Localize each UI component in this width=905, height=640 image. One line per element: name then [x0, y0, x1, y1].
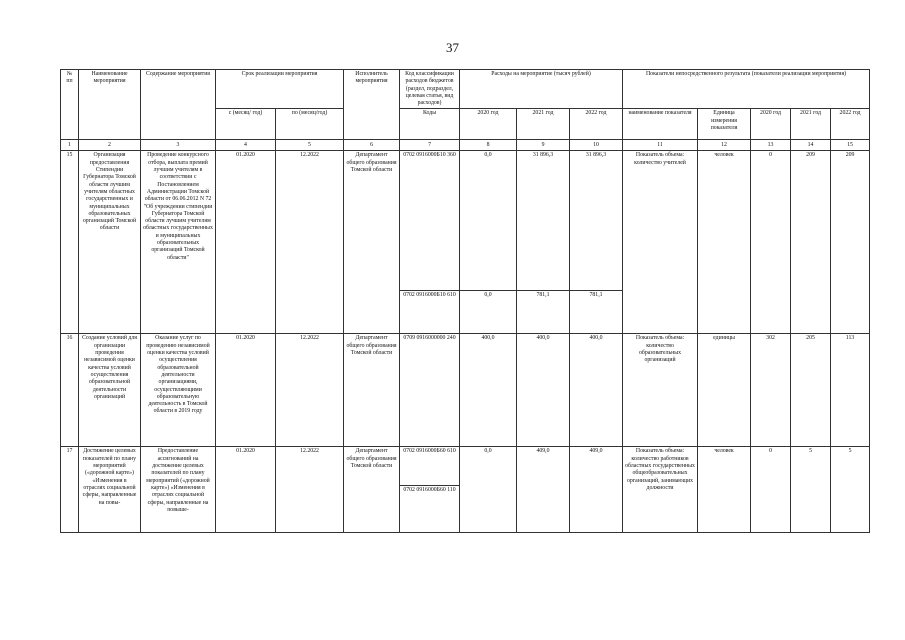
budget-code: 0702 0916000Б10 610 — [400, 291, 460, 334]
header-name: Наименование мероприятия — [79, 70, 141, 140]
term-from: 01.2020 — [216, 334, 276, 447]
document-sheet — [60, 69, 869, 567]
header-indicator-name: наименование показателя — [623, 109, 698, 140]
header-term: Срок реализации мероприятия — [216, 70, 344, 109]
row-number: 16 — [61, 334, 79, 447]
expense-2020: 0,0 — [460, 291, 517, 334]
indicator-2020: 0 — [751, 151, 791, 334]
row-number: 15 — [61, 151, 79, 334]
expense-2020: 0,0 — [460, 447, 517, 533]
header-term-to: по (месяц/год) — [276, 109, 344, 140]
col-num: 3 — [141, 140, 216, 151]
activity-name: Достижение целевых показателей по плану мероприятий («дорожной карте») «Изменения в отраслях социальной сферы, направленные на повы- — [79, 447, 141, 533]
indicator-name: Показатель объема: количество образовательных организаций — [623, 334, 698, 447]
budget-code: 0702 0916000Б60 110 — [400, 486, 460, 533]
indicator-2021: 205 — [791, 334, 831, 447]
expense-2022: 409,0 — [570, 447, 623, 533]
indicator-2022: 5 — [831, 447, 870, 533]
indicator-unit: единицы — [698, 334, 751, 447]
col-num: 12 — [698, 140, 751, 151]
header-expenses: Расходы на мероприятие (тысяч рублей) — [460, 70, 623, 109]
col-num: 8 — [460, 140, 517, 151]
expense-2021: 400,0 — [517, 334, 570, 447]
indicator-unit: человек — [698, 447, 751, 533]
col-num: 6 — [344, 140, 400, 151]
term-from: 01.2020 — [216, 151, 276, 334]
term-to: 12.2022 — [276, 447, 344, 533]
col-num: 10 — [570, 140, 623, 151]
header-executor: Исполнитель мероприятия — [344, 70, 400, 140]
indicator-2021: 5 — [791, 447, 831, 533]
indicator-name: Показатель объема: количество учителей — [623, 151, 698, 334]
activity-name: Организация предоставления Стипендии Губернатора Томской области лучшим учителям областных государственных и муниципальных образовательных организаций Томской области — [79, 151, 141, 334]
header-row-main — [61, 70, 870, 109]
page-number: 37 — [446, 40, 459, 55]
header-codes: Коды — [400, 109, 460, 140]
budget-code: 0702 0916000Б60 610 — [400, 447, 460, 486]
expense-2022: 400,0 — [570, 334, 623, 447]
col-num: 4 — [216, 140, 276, 151]
header-year-2022: 2022 год — [570, 109, 623, 140]
header-budget-code: Код классификации расходов бюджетов (раздел, подраздел, целевая статья, вид расходов) — [400, 70, 460, 109]
indicator-2020: 302 — [751, 334, 791, 447]
activities-table — [60, 69, 870, 533]
col-num: 1 — [61, 140, 79, 151]
executor: Департамент общего образования Томской области — [344, 151, 400, 334]
header-content: Содержание мероприятия — [141, 70, 216, 140]
table-row — [61, 447, 870, 486]
indicator-2020: 0 — [751, 447, 791, 533]
expense-2021: 31 896,3 — [517, 151, 570, 291]
header-indicator-2020: 2020 год — [751, 109, 791, 140]
header-indicator-2021: 2021 год — [791, 109, 831, 140]
expense-2022: 31 896,3 — [570, 151, 623, 291]
indicator-2021: 209 — [791, 151, 831, 334]
term-to: 12.2022 — [276, 151, 344, 334]
header-indicator-2022: 2022 год — [831, 109, 870, 140]
budget-code: 0709 0916000000 240 — [400, 334, 460, 447]
term-to: 12.2022 — [276, 334, 344, 447]
activity-name: Создание условий для организации проведения независимой оценки качества условий осуществления образовательной деятельности организаций — [79, 334, 141, 447]
indicator-unit: человек — [698, 151, 751, 334]
col-num: 5 — [276, 140, 344, 151]
expense-2021: 409,0 — [517, 447, 570, 533]
col-num: 15 — [831, 140, 870, 151]
term-from: 01.2020 — [216, 447, 276, 533]
table-row — [61, 334, 870, 447]
expense-2020: 0,0 — [460, 151, 517, 291]
header-year-2020: 2020 год — [460, 109, 517, 140]
header-no: № пп — [61, 70, 79, 140]
col-num: 11 — [623, 140, 698, 151]
indicator-name: Показатель объема: количество работников областных государственных общеобразовательных организаций, занимающих должности — [623, 447, 698, 533]
header-term-from: с (месяц/ год) — [216, 109, 276, 140]
activity-content: Предоставление ассигнований на достижение целевых показателей по плану мероприятий («дорожной карте») «Изменения в отраслях социальной сферы, направленные на повыше- — [141, 447, 216, 533]
expense-2021: 781,1 — [517, 291, 570, 334]
col-num: 9 — [517, 140, 570, 151]
col-num: 14 — [791, 140, 831, 151]
column-number-row — [61, 140, 870, 151]
indicator-2022: 113 — [831, 334, 870, 447]
header-indicator-unit: Единица измерения показателя — [698, 109, 751, 140]
header-indicators: Показатели непосредственного результата (показатели реализации мероприятия) — [623, 70, 870, 109]
expense-2022: 781,1 — [570, 291, 623, 334]
col-num: 13 — [751, 140, 791, 151]
col-num: 2 — [79, 140, 141, 151]
activity-content: Проведение конкурсного отбора, выплата премий лучшим учителям в соответствии с Постановлением Администрации Томской области от 06.06.2012 N 72 "Об учреждении стипендии Губернатора Томской области лучшим учителям областных государственных и муниципальных образовательных организаций Томской области" — [141, 151, 216, 334]
expense-2020: 400,0 — [460, 334, 517, 447]
activity-content: Оказание услуг по проведению независимой оценки качества условий осуществления образовательной деятельности организациями, осуществляющими образовательную деятельность в Томской области в 2019 году — [141, 334, 216, 447]
col-num: 7 — [400, 140, 460, 151]
table-row — [61, 151, 870, 291]
header-year-2021: 2021 год — [517, 109, 570, 140]
indicator-2022: 209 — [831, 151, 870, 334]
row-number: 17 — [61, 447, 79, 533]
budget-code: 0702 0916000Б10 360 — [400, 151, 460, 291]
executor: Департамент общего образования Томской области — [344, 334, 400, 447]
executor: Департамент общего образования Томской области — [344, 447, 400, 533]
